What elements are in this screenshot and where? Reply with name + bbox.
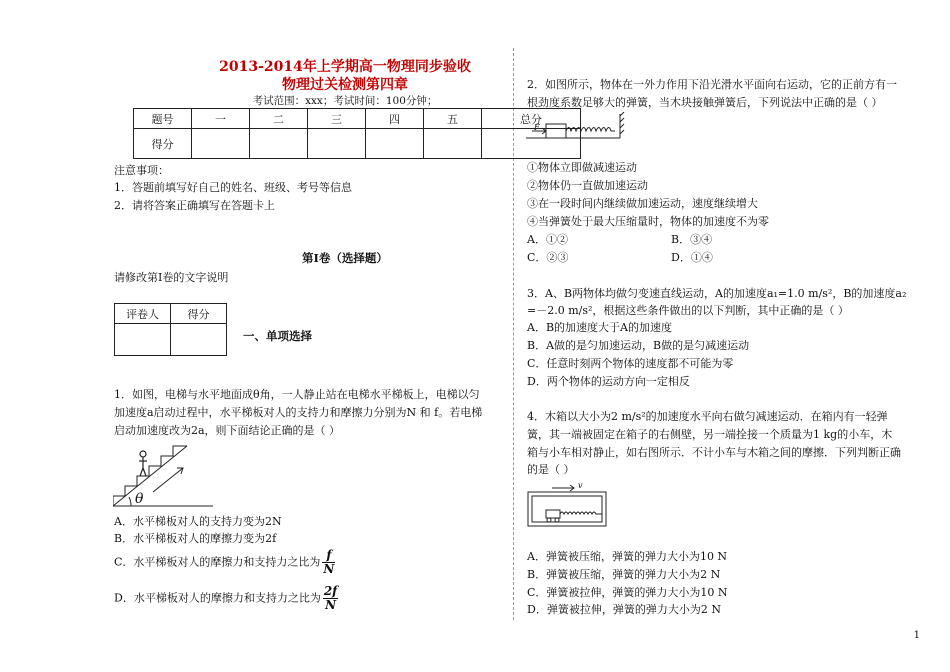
section-subtitle: 请修改第Ⅰ卷的文字说明	[114, 271, 229, 284]
q3-option-d: D．两个物体的运动方向一定相反	[527, 375, 690, 388]
q1-line: 启动加速度改为2a，则下面结论正确的是（ ）	[114, 424, 341, 437]
q2-statement: ②物体仍一直做加速运动	[527, 179, 648, 192]
q1-option-c	[114, 549, 335, 576]
exam-subtitle: 物理过关检测第四章	[282, 77, 408, 93]
q1-option-d-text: D．水平梯板对人的摩擦力和支持力之比为	[114, 591, 321, 605]
q4-option-c: C．弹簧被拉伸，弹簧的弹力大小为10 N	[527, 586, 728, 599]
score-header-cell: 二	[250, 109, 308, 129]
q2-option-a: A．①②	[527, 233, 568, 246]
section-title: 第Ⅰ卷（选择题）	[302, 251, 388, 265]
q2-line: 根劲度系数足够大的弹簧，当木块接触弹簧后，下列说法中正确的是（ ）	[527, 96, 883, 109]
notes-item: 2．请将答案正确填写在答题卡上	[114, 199, 275, 212]
notes-item: 1．答题前填写好自己的姓名、班级、考号等信息	[114, 181, 352, 194]
q2-option-b: B．③④	[671, 233, 713, 246]
q3-option-c: C．任意时刻两个物体的速度都不可能为零	[527, 357, 734, 370]
grader-header-cell: 评卷人	[115, 304, 171, 324]
q1-line: 加速度a启动过程中，水平梯板对人的支持力和摩擦力分别为N 和 f。若电梯	[114, 406, 483, 419]
q4-line: 箱与小车相对静止，如右图所示．不计小车与木箱之间的摩擦．下列判断正确	[527, 446, 901, 459]
q2-statement: ③在一段时间内继续做加速运动，速度继续增大	[527, 197, 758, 210]
grader-header-cell: 得分	[171, 304, 227, 324]
q2-option-c: C．②③	[527, 251, 569, 264]
score-table	[133, 108, 581, 159]
fraction-f-over-n	[322, 549, 335, 576]
score-header-cell: 题号	[134, 109, 192, 129]
q3-option-a: A．B的加速度大于A的加速度	[527, 321, 672, 334]
grader-cell[interactable]	[115, 324, 171, 356]
q2-option-d: D．①④	[671, 251, 713, 264]
q1-line: 1．如图，电梯与水平地面成θ角，一人静止站在电梯水平梯板上，电梯以匀	[114, 388, 480, 401]
q2-line: 2．如图所示，物体在一外力作用下沿光滑水平面向右运动，它的正前方有一	[527, 78, 897, 91]
score-header-cell: 总分	[482, 109, 581, 129]
exam-info: 考试范围：xxx；考试时间：100分钟；	[252, 95, 438, 107]
person-icon	[139, 451, 147, 476]
q4-option-b: B．弹簧被压缩，弹簧的弹力大小为2 N	[527, 568, 721, 581]
q1-option-d	[114, 585, 338, 612]
q1-option-b: B．水平梯板对人的摩擦力变为2f	[114, 532, 277, 545]
q4-option-d: D．弹簧被拉伸，弹簧的弹力大小为2 N	[527, 603, 721, 616]
score-cell[interactable]	[424, 129, 482, 159]
grader-cell[interactable]	[171, 324, 227, 356]
box-cart-figure	[526, 484, 608, 528]
score-cell[interactable]	[250, 129, 308, 159]
q4-line: 的是（ ）	[527, 463, 575, 476]
score-header-cell: 一	[192, 109, 250, 129]
score-header-cell: 四	[366, 109, 424, 129]
q2-statement: ①物体立即做减速运动	[527, 161, 637, 174]
score-header-cell: 五	[424, 109, 482, 129]
part-title: 一、单项选择	[243, 329, 312, 343]
velocity-label: v	[578, 481, 583, 490]
q1-option-a: A．水平梯板对人的支持力变为2N	[114, 515, 282, 528]
exam-title: 2013-2014年上学期高一物理同步验收	[219, 59, 471, 75]
force-label: F	[534, 123, 540, 132]
fraction-2f-over-n	[323, 585, 339, 612]
q4-line: 4．木箱以大小为2 m/s²的加速度水平向右做匀减速运动．在箱内有一轻弹	[527, 410, 888, 423]
q3-line: 3．A、B两物体均做匀变速直线运动，A的加速度a₁=1.0 m/s²，B的加速度a₂	[527, 287, 907, 300]
frac-denominator: N	[325, 598, 337, 612]
q3-line: =－2.0 m/s²，根据这些条件做出的以下判断，其中正确的是（ ）	[527, 304, 849, 317]
score-header-cell: 三	[308, 109, 366, 129]
score-cell[interactable]	[308, 129, 366, 159]
score-cell[interactable]	[366, 129, 424, 159]
q3-option-b: B．A做的是匀加速运动，B做的是匀减速运动	[527, 339, 750, 352]
score-row-label: 得分	[134, 129, 192, 159]
q4-line: 簧，其一端被固定在箱子的右侧壁，另一端拴接一个质量为1 kg的小车，木	[527, 428, 893, 441]
score-cell[interactable]	[192, 129, 250, 159]
frac-numerator: f	[322, 549, 335, 563]
q1-option-c-text: C．水平梯板对人的摩擦力和支持力之比为	[114, 555, 321, 569]
notes-heading: 注意事项：	[114, 164, 169, 177]
page-number: 1	[913, 630, 920, 641]
q4-option-a: A．弹簧被压缩，弹簧的弹力大小为10 N	[527, 550, 728, 563]
spring-block-figure	[526, 112, 626, 144]
frac-denominator: N	[323, 562, 335, 576]
grader-table	[114, 303, 227, 356]
frac-numerator: 2f	[323, 584, 338, 598]
q2-statement: ④当弹簧处于最大压缩量时，物体的加速度不为零	[527, 215, 769, 228]
escalator-figure	[113, 440, 213, 512]
theta-label: θ	[135, 491, 144, 507]
